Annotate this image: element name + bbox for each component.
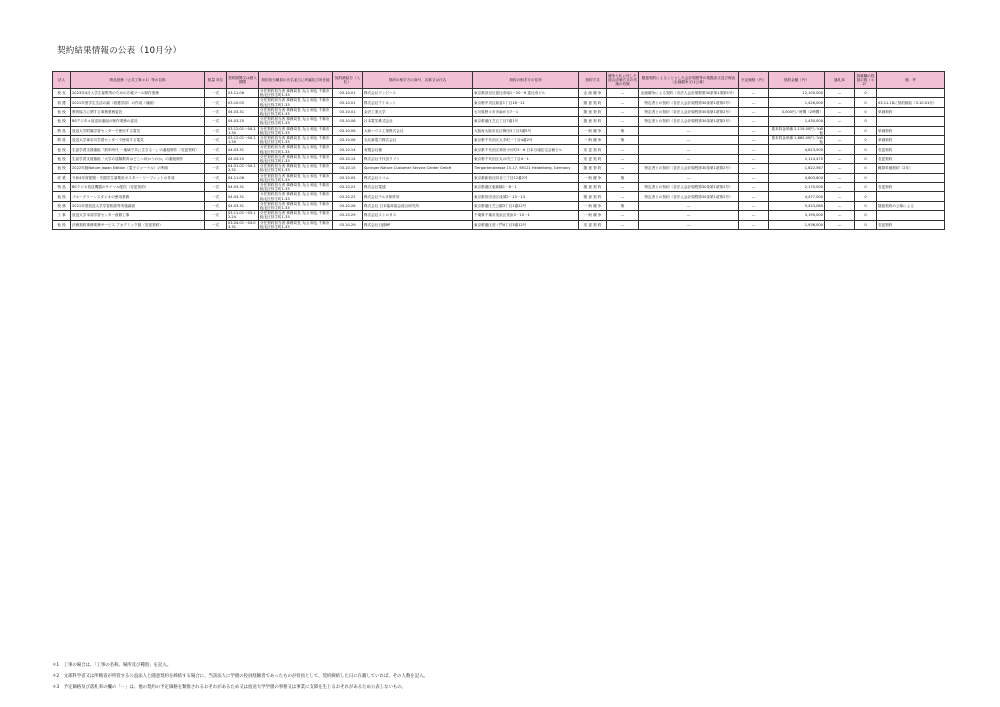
table-row: [53, 117, 945, 126]
table-row: [53, 136, 945, 145]
table-cell: 一式: [205, 89, 227, 98]
table-cell: —: [607, 192, 639, 201]
table-cell: 0: [855, 173, 877, 182]
table-cell: 一 般 競 争: [579, 173, 607, 182]
table-cell: 0: [855, 220, 877, 229]
table-cell: 東京都世田谷区成城2－13－13: [473, 192, 579, 201]
table-cell: 分任契約担当者 事務局長 丸山 和也 千葉市稲毛区弥生町1-33: [259, 183, 333, 192]
table-cell: 分任契約担当者 事務局長 丸山 和也 千葉市稲毛区弥生町1-33: [259, 154, 333, 163]
table-cell: —: [739, 145, 769, 154]
table-cell: —: [739, 107, 769, 116]
table-cell: 分任契約担当者 事務局長 丸山 和也 千葉市稲毛区弥生町1-33: [259, 173, 333, 182]
table-cell: 分任契約担当者 事務局長 丸山 和也 千葉市稲毛区弥生町1-33: [259, 107, 333, 116]
table-cell: 物 品: [53, 183, 71, 192]
table-cell: 04.01.01～04.12.31: [227, 164, 259, 173]
table-cell: —: [607, 164, 639, 173]
table-cell: 変更契約: [877, 183, 945, 192]
table-cell: 03.10.06: [333, 117, 363, 126]
table-cell: 03.10.06: [333, 126, 363, 135]
contracts-table: [52, 71, 945, 230]
table-cell: 東京都千代田区神田小川町3－6 日本分譲住宅会館ビル: [473, 145, 579, 154]
table-cell: 一式: [205, 164, 227, 173]
table-cell: 無: [607, 126, 639, 135]
table-row: [53, 107, 945, 116]
table-cell: 東京都港区虎ノ門4丁目3番12号: [473, 220, 579, 229]
table-cell: 03.10.14: [333, 145, 363, 154]
table-cell: 5,423,080: [769, 201, 825, 210]
table-cell: 4,613,500: [769, 145, 825, 154]
table-cell: 一式: [205, 192, 227, 201]
table-cell: —: [639, 211, 739, 220]
table-cell: 12,100,000: [769, 89, 825, 98]
table-cell: —: [739, 89, 769, 98]
table-cell: —: [607, 154, 639, 163]
table-cell: 03.10.01: [333, 107, 363, 116]
table-cell: 放送大学附属学習センターで使用する電気: [71, 126, 205, 135]
table-cell: [877, 117, 945, 126]
table-cell: —: [825, 98, 855, 107]
table-cell: 分任契約担当者 事務局長 丸山 和也 千葉市稲毛区弥生町1-33: [259, 164, 333, 173]
table-cell: 随 意 契 約: [579, 183, 607, 192]
table-cell: 金沢工業大学: [363, 107, 473, 116]
table-cell: 特定者との契約（各法人会計規程第30条第1項第2号）: [639, 192, 739, 201]
table-cell: —: [825, 183, 855, 192]
table-cell: 東京都港区東新橋1－8－1: [473, 183, 579, 192]
table-cell: 03.10.14: [333, 154, 363, 163]
table-row: [53, 164, 945, 173]
table-cell: 工 事: [53, 211, 71, 220]
table-cell: 分任契約担当者 事務局長 丸山 和也 千葉市稲毛区弥生町1-33: [259, 211, 333, 220]
table-cell: 変 更 契 約: [579, 220, 607, 229]
table-cell: 他 校: [53, 220, 71, 229]
table-cell: 株式会社ワンピース: [363, 89, 473, 98]
table-cell: 大和ハウス工業株式会社: [363, 126, 473, 135]
table-cell: 04.03.31: [227, 145, 259, 154]
table-cell: 特定者との契約（各法人会計規程第30条第1項第2号）: [639, 98, 739, 107]
table-cell: 石川県野々市市扇が丘7－1: [473, 107, 579, 116]
table-cell: —: [739, 164, 769, 173]
table-cell: 株式会社千代田ラフト: [363, 154, 473, 163]
table-cell: 教 員: [53, 126, 71, 135]
table-cell: 変 更 契 約: [579, 145, 607, 154]
table-cell: —: [739, 183, 769, 192]
table-cell: 日本電気株式会社: [363, 117, 473, 126]
table-row: [53, 201, 945, 210]
table-cell: 04.03.25: [227, 154, 259, 163]
footnote-2: ＊2 文部科学省又は所轄省が所管する公益法人と随意契約を締結する場合に、当該法人に学園の役員経験者であったものが役員として、契約締結した日に在籍していれば、その人数を記入。: [52, 674, 428, 679]
table-cell: 分任契約担当者 事務局長 丸山 和也 千葉市稲毛区弥生町1-33: [259, 201, 333, 210]
table-cell: 特定者との契約（各法人会計規程第30条第1項第2号）: [639, 164, 739, 173]
table-cell: 随 意 契 約: [579, 117, 607, 126]
table-cell: —: [825, 154, 855, 163]
table-cell: —: [607, 145, 639, 154]
table-cell: —: [825, 201, 855, 210]
table-cell: 03.04.01～04.03.31: [227, 220, 259, 229]
table-cell: 東京都渋谷区恵比寿南1－20－6 恵比寿ビル: [473, 89, 579, 98]
table-cell: [877, 211, 945, 220]
table-cell: 教 員: [53, 136, 71, 145]
table-cell: —: [639, 136, 739, 145]
table-cell: 0: [855, 98, 877, 107]
table-cell: 03.10.15: [333, 164, 363, 173]
table-cell: —: [739, 201, 769, 210]
table-cell: 変更契約: [877, 154, 945, 163]
table-cell: 03.10.29: [333, 211, 363, 220]
table-cell: 他 校: [53, 164, 71, 173]
table-cell: 一式: [205, 183, 227, 192]
table-row: [53, 89, 945, 98]
table-cell: —: [607, 89, 639, 98]
table-cell: 看 護: [53, 98, 71, 107]
table-cell: 一 般 競 争: [579, 136, 607, 145]
table-cell: —: [739, 192, 769, 201]
table-cell: 他 校: [53, 192, 71, 201]
column-header: 落札率: [825, 72, 855, 89]
table-cell: 有限会社創: [363, 145, 473, 154]
column-header: 備 考: [877, 72, 945, 89]
table-cell: 株式会社電通: [363, 183, 473, 192]
column-header: 法人: [53, 72, 71, 89]
table-cell: 分任契約担当者 事務局長 丸山 和也 千葉市稲毛区弥生町1-33: [259, 136, 333, 145]
table-cell: 3,190,000: [769, 211, 825, 220]
table-cell: 特定者との契約（各法人会計規程第30条第1項第2号）: [639, 183, 739, 192]
table-cell: 株式会社ストロタス: [363, 211, 473, 220]
table-header-row: [53, 72, 945, 89]
table-cell: —: [607, 211, 639, 220]
column-header: 契約締結日（入札）: [333, 72, 363, 89]
table-cell: 2021年度放送大学学習相談等実施調査: [71, 201, 205, 210]
table-cell: 03.12.01～04.11.30: [227, 126, 259, 135]
column-header: 契約方式: [579, 72, 607, 89]
table-cell: —: [825, 211, 855, 220]
table-cell: 0: [855, 164, 877, 173]
table-cell: 4,603,600: [769, 173, 825, 182]
table-cell: 03.10.05: [333, 173, 363, 182]
table-cell: —: [825, 117, 855, 126]
table-cell: —: [607, 98, 639, 107]
footnotes: [52, 660, 942, 693]
table-cell: Tiergartenstrasse 15-17, 69121 Heidelberg, Germany: [473, 164, 579, 173]
table-cell: 変更契約: [877, 145, 945, 154]
table-cell: 産 業: [53, 173, 71, 182]
table-row: [53, 145, 945, 154]
table-cell: —: [825, 136, 855, 145]
table-cell: 0: [855, 136, 877, 145]
table-cell: 株式会社日経BP: [363, 220, 473, 229]
table-cell: 0: [855, 192, 877, 201]
table-row: [53, 154, 945, 163]
table-cell: 2021年度学生生活の調（看護学部）の作成（補綴）: [71, 98, 205, 107]
table-cell: 2023年4月入学生募集等のための広報ツール制作業務: [71, 89, 205, 98]
table-cell: —: [825, 192, 855, 201]
table-cell: 丸紅新電力株式会社: [363, 136, 473, 145]
table-cell: —: [607, 117, 639, 126]
table-cell: 1,426,000: [769, 98, 825, 107]
table-cell: 千葉県千葉市美浜区美浜3－10－1: [473, 211, 579, 220]
table-cell: 分任契約担当者 事務局長 丸山 和也 千葉市稲毛区弥生町1-33: [259, 192, 333, 201]
table-cell: 他 校: [53, 107, 71, 116]
table-cell: 基本料金単価 1,865.00円／kW 他: [769, 136, 825, 145]
table-cell: 03.10.05: [227, 98, 259, 107]
column-header: 競争入札に付した総合評価方式の実施の有無: [607, 72, 639, 89]
table-cell: 分任契約担当者 事務局長 丸山 和也 千葉市稲毛区弥生町1-33: [259, 126, 333, 135]
table-cell: 株式会社リコム: [363, 173, 473, 182]
table-cell: —: [825, 145, 855, 154]
table-cell: 一式: [205, 211, 227, 220]
table-cell: 分任契約担当者 事務局長 丸山 和也 千葉市稲毛区弥生町1-33: [259, 89, 333, 98]
table-cell: Springer Nature Customer Service Center GmbH: [363, 164, 473, 173]
table-cell: 随 意 契 約: [579, 164, 607, 173]
table-cell: 分任契約担当者 事務局長 丸山 和也 千葉市稲毛区弥生町1-33: [259, 117, 333, 126]
table-cell: —: [825, 173, 855, 182]
table-cell: —: [739, 136, 769, 145]
table-cell: 一式: [205, 126, 227, 135]
table-cell: 一式: [205, 201, 227, 210]
table-cell: 随 意 契 約: [579, 107, 607, 116]
contracts-table-wrapper: [52, 71, 944, 230]
column-header: 契約期間又は納入期限: [227, 72, 259, 89]
table-cell: 0: [855, 201, 877, 210]
table-cell: 04.03.25: [227, 117, 259, 126]
table-cell: 一式: [205, 98, 227, 107]
table-row: [53, 183, 945, 192]
column-header: 数量 単位: [205, 72, 227, 89]
table-cell: 0: [855, 89, 877, 98]
table-cell: 他 校: [53, 145, 71, 154]
table-row: [53, 211, 945, 220]
table-cell: 0: [855, 126, 877, 135]
table-cell: 無: [607, 173, 639, 182]
table-cell: —: [639, 173, 739, 182]
table-cell: 東京都千代田区丸の内三丁目4－1: [473, 154, 579, 163]
table-body: [53, 89, 945, 230]
table-cell: —: [639, 220, 739, 229]
table-row: [53, 126, 945, 135]
table-cell: 東京都新宿区四谷三丁目12番2号: [473, 173, 579, 182]
table-cell: 1,430,000: [769, 117, 825, 126]
table-cell: 0: [855, 107, 877, 116]
table-cell: 一 般 競 争: [579, 201, 607, 210]
table-cell: 03.10.26: [333, 201, 363, 210]
table-cell: 一式: [205, 107, 227, 116]
table-cell: 03.11.01～03.12.24: [227, 211, 259, 220]
table-cell: 特定者との契約（各法人会計規程第30条第1項第2号）: [639, 107, 739, 116]
table-cell: 03.10.01: [333, 89, 363, 98]
table-cell: BSデジタル放送用番組の制作業務の委託: [71, 117, 205, 126]
table-cell: 令和4年度夏期・冬期学生募集用ポスター・リーフレットの作成: [71, 173, 205, 182]
table-cell: 生涯学習支援番組「大学の遠隔教育はどこへ向かうのか」の番組制作: [71, 154, 205, 163]
column-header: 契約担当職員の氏名並びに所属及び所在地: [259, 72, 333, 89]
table-cell: 随 意 契 約: [579, 98, 607, 107]
table-cell: 教育協力に関する事務業務委託: [71, 107, 205, 116]
column-header: 契約の相手方の住所: [473, 72, 579, 89]
table-cell: [877, 89, 945, 98]
table-cell: 0: [855, 211, 877, 220]
column-header: 再就職の役員の数（＊2）: [855, 72, 877, 89]
table-cell: 校 務: [53, 201, 71, 210]
table-cell: —: [607, 220, 639, 229]
table-cell: 1,622,567: [769, 164, 825, 173]
table-row: [53, 98, 945, 107]
table-cell: 分任契約担当者 事務局長 丸山 和也 千葉市稲毛区弥生町1-33: [259, 145, 333, 154]
table-cell: 放送大学本部学習センター改修工事: [71, 211, 205, 220]
table-cell: 一 般 競 争: [579, 211, 607, 220]
table-cell: —: [739, 173, 769, 182]
table-cell: 基本料金単価 2,119.00円／kW 他: [769, 126, 825, 135]
table-cell: 他 校: [53, 117, 71, 126]
table-cell: 他 校: [53, 154, 71, 163]
table-cell: 放送大学神奈川学習センターで使用する電気: [71, 136, 205, 145]
table-cell: 一 般 競 争: [579, 126, 607, 135]
table-cell: —: [739, 220, 769, 229]
column-header: 随意契約によることとした会計規程等の根拠条文及び理由（企画競争又は公募）: [639, 72, 739, 89]
table-cell: ブルーグリーンスタジオの使用業務: [71, 192, 205, 201]
table-cell: 3,000円／時間（2時間）: [769, 107, 825, 116]
table-cell: 法務契約事務業務サービス アカデミック版（変更契約）: [71, 220, 205, 229]
table-cell: —: [639, 154, 739, 163]
table-cell: 04.03.31: [227, 192, 259, 201]
table-cell: 単価契約: [877, 107, 945, 116]
table-cell: —: [739, 154, 769, 163]
table-cell: 03.11.06: [227, 89, 259, 98]
column-header: 契約の相手方の商号、名称又は氏名: [363, 72, 473, 89]
table-cell: 1,936,000: [769, 220, 825, 229]
table-cell: 03.11.18に契約締結（3.10.01付）: [877, 98, 945, 107]
table-cell: 4,477,000: [769, 192, 825, 201]
table-cell: —: [639, 126, 739, 135]
column-header: 物品役務（公共工事＊1）等の名称: [71, 72, 205, 89]
table-cell: 2022年版Nature Japan Edition（電子ジャーナル）の利用: [71, 164, 205, 173]
table-cell: 無: [607, 136, 639, 145]
table-cell: 一式: [205, 154, 227, 163]
table-cell: 生涯学習支援番組『熟年時代 －地域で共に生きる－』の番組制作（変更契約）: [71, 145, 205, 154]
table-cell: 分任契約担当者 事務局長 丸山 和也 千葉市稲毛区弥生町1-33: [259, 98, 333, 107]
table-cell: [877, 173, 945, 182]
table-cell: 概算単価契約（2年）: [877, 164, 945, 173]
table-cell: 03.10.01: [333, 98, 363, 107]
table-cell: 0: [855, 154, 877, 163]
table-cell: 東京都中央区新富1丁目16－21: [473, 98, 579, 107]
table-cell: —: [607, 183, 639, 192]
table-cell: —: [825, 220, 855, 229]
table-cell: 東京都港区芝五丁目7番1号: [473, 117, 579, 126]
table-cell: 単価契約: [877, 136, 945, 145]
table-cell: 随意契約の公募による: [877, 201, 945, 210]
footnote-3: ＊3 予定価格及び落札率の欄の「－」は、他の契約の予定価格を類推されるおそれがあるため又は放送大学学園の事務又は事業に支障を生じるおそれがあるため公表しないもの。: [52, 685, 406, 690]
table-cell: 一式: [205, 145, 227, 154]
table-cell: —: [607, 107, 639, 116]
table-cell: 東京都港区芝公園3丁目1番22号: [473, 201, 579, 210]
table-cell: 0: [855, 117, 877, 126]
table-cell: 企 画 競 争: [579, 89, 607, 98]
table-cell: 一式: [205, 136, 227, 145]
table-cell: 株式会社テルタ制作所: [363, 192, 473, 201]
table-cell: 04.03.31: [227, 201, 259, 210]
table-cell: 04.03.31: [227, 183, 259, 192]
table-cell: —: [739, 211, 769, 220]
table-cell: 校 友: [53, 89, 71, 98]
table-cell: —: [739, 117, 769, 126]
table-cell: 04.03.31: [227, 107, 259, 116]
table-cell: 03.10.06: [333, 136, 363, 145]
table-cell: 03.10.22: [333, 192, 363, 201]
table-cell: 0: [855, 183, 877, 192]
table-cell: 0: [855, 145, 877, 154]
table-cell: —: [825, 89, 855, 98]
table-cell: —: [639, 201, 739, 210]
table-cell: 04.11.06: [227, 173, 259, 182]
table-cell: 変 更 契 約: [579, 154, 607, 163]
table-cell: —: [825, 164, 855, 173]
table-cell: 2,170,000: [769, 183, 825, 192]
table-cell: 無: [607, 201, 639, 210]
table-cell: 一式: [205, 117, 227, 126]
table-cell: —: [825, 126, 855, 135]
table-cell: [877, 192, 945, 201]
table-cell: 03.12.01～04.11.30: [227, 136, 259, 145]
table-cell: 一式: [205, 220, 227, 229]
table-row: [53, 173, 945, 182]
table-cell: BSラジオ放送機器のサイマル配信（変更契約）: [71, 183, 205, 192]
column-header: 予定価格（円）: [739, 72, 769, 89]
table-cell: 分任契約担当者 事務局長 丸山 和也 千葉市稲毛区弥生町1-33: [259, 220, 333, 229]
table-cell: 単価契約: [877, 126, 945, 135]
table-cell: 東京都千代田区大手町一丁目4番2号: [473, 136, 579, 145]
table-cell: 特定者との契約（各法人会計規程第30条第1項第2号）: [639, 117, 739, 126]
column-header: 契約金額（円）: [769, 72, 825, 89]
table-cell: 株式会社アイネット: [363, 98, 473, 107]
table-cell: 2,114,470: [769, 154, 825, 163]
table-row: [53, 192, 945, 201]
table-cell: —: [739, 126, 769, 135]
table-cell: 株式会社 日本能率協会総合研究所: [363, 201, 473, 210]
footnote-1: ＊1 工事の場合は、「工事の名称、場所及び種別」を記入。: [52, 663, 172, 668]
table-cell: —: [739, 98, 769, 107]
table-cell: 随 意 契 約: [579, 192, 607, 201]
table-cell: 変更契約: [877, 220, 945, 229]
table-cell: 一式: [205, 173, 227, 182]
table-cell: 大阪府大阪市北区梅田3丁目3番5号: [473, 126, 579, 135]
table-cell: —: [825, 107, 855, 116]
table-cell: 03.10.29: [333, 220, 363, 229]
table-cell: —: [639, 145, 739, 154]
table-row: [53, 220, 945, 229]
page-title: 契約結果情報の公表（10月分）: [57, 46, 182, 56]
table-cell: 企画競争による契約（各法人会計規程第30条第1項第1号）: [639, 89, 739, 98]
table-cell: 03.10.22: [333, 183, 363, 192]
